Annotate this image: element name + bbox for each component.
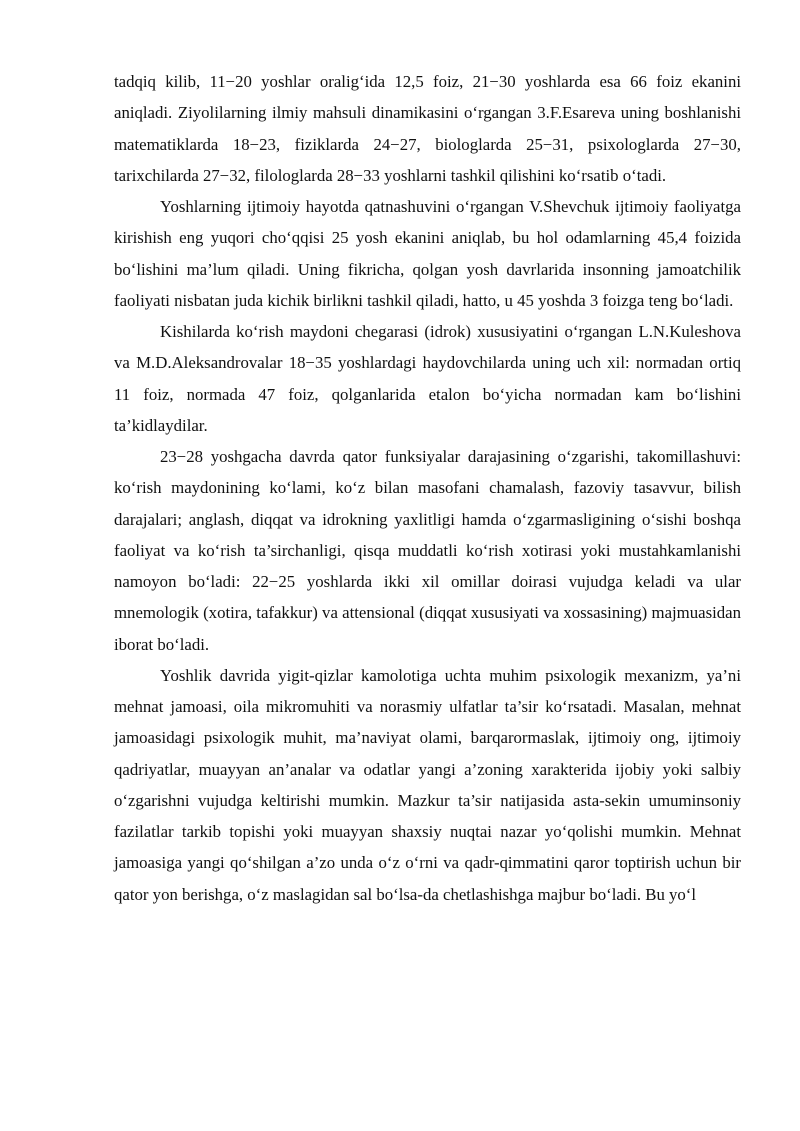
document-page	[114, 66, 741, 910]
paragraph-kuleshova: Kishilarda ko‘rish maydoni chegarasi (idrok) xususiyatini o‘rgangan L.N.Kuleshova va M.D.Aleksandrovalar 18−35 yoshlardagi haydovchilarda uning uch xil: normadan ortiq 11 foiz, normada 47 foiz, qolganlarida etalon bo‘yicha normadan kam bo‘lishini ta’kidlaydilar.	[114, 322, 741, 435]
paragraph-shevchuk: Yoshlarning ijtimoiy hayotda qatnashuvini o‘rgangan V.Shevchuk ijtimoiy faoliyatga kirishish eng yuqori cho‘qqisi 25 yosh ekanini aniqlab, bu hol odamlarning 45,4 foizida bo‘lishini ma’lum qiladi. Uning fikricha, qolgan yosh davrlarida insonning jamoatchilik faoliyati nisbatan juda kichik birlikni tashkil qiladi, hatto, u 45 yoshda 3 foizga teng bo‘ladi.	[114, 197, 741, 310]
paragraph-youth-mechanisms: Yoshlik davrida yigit-qizlar kamolotiga uchta muhim psixologik mexanizm, ya’ni mehnat jamoasi, oila mikromuhiti va norasmiy ulfatlar ta’sir ko‘rsatadi. Masalan, mehnat jamoasidagi psixologik muhit, ma’naviyat olami, barqarormaslak, ijtimoiy ong, ijtimoiy qadriyatlar, muayyan an’analar va odatlar yangi a’zoning xarakterida ijobiy yoki salbiy o‘zgarishni vujudga keltirishi mumkin. Mazkur ta’sir natijasida asta-sekin umuminsoniy fazilatlar tarkib topishi yoki muayyan shaxsiy nuqtai nazar yo‘qolishi mumkin. Mehnat jamoasiga yangi qo‘shilgan a’zo unda o‘z o‘rni va qadr-qimmatini qaror toptirish uchun bir qator yon berishga, o‘z maslagidan sal bo‘lsa-da chetlashishga majbur bo‘ladi. Bu yo‘l	[114, 665, 741, 904]
paragraph-continuation: tadqiq kilib, 11−20 yoshlar oralig‘ida 12,5 foiz, 21−30 yoshlarda esa 66 foiz ekanini aniqladi. Ziyolilarning ilmiy mahsuli dinamikasini o‘rgangan 3.F.Esareva uning boshlanishi matematiklarda 18−23, fiziklarda 24−27, biologlarda 25−31, psixologlarda 27−30, tarixchilarda 27−32, filologlarda 28−33 yoshlarni tashkil qilishini ko‘rsatib o‘tadi.	[114, 72, 741, 185]
paragraph-functions: 23−28 yoshgacha davrda qator funksiyalar darajasining o‘zgarishi, takomillashuvi: ko‘rish maydonining ko‘lami, ko‘z bilan masofani chamalash, fazoviy tasavvur, bilish darajalari; anglash, diqqat va idrokning yaxlitligi hamda o‘zgarmasligining o‘sishi boshqa faoliyat va ko‘rish ta’sirchanligi, qisqa muddatli ko‘rish xotirasi yoki mustahkamlanishi namoyon bo‘ladi: 22−25 yoshlarda ikki xil omillar doirasi vujudga keladi va ular mnemologik (xotira, tafakkur) va attensional (diqqat xususiyati va xossasining) majmuasidan iborat bo‘ladi.	[114, 447, 741, 654]
